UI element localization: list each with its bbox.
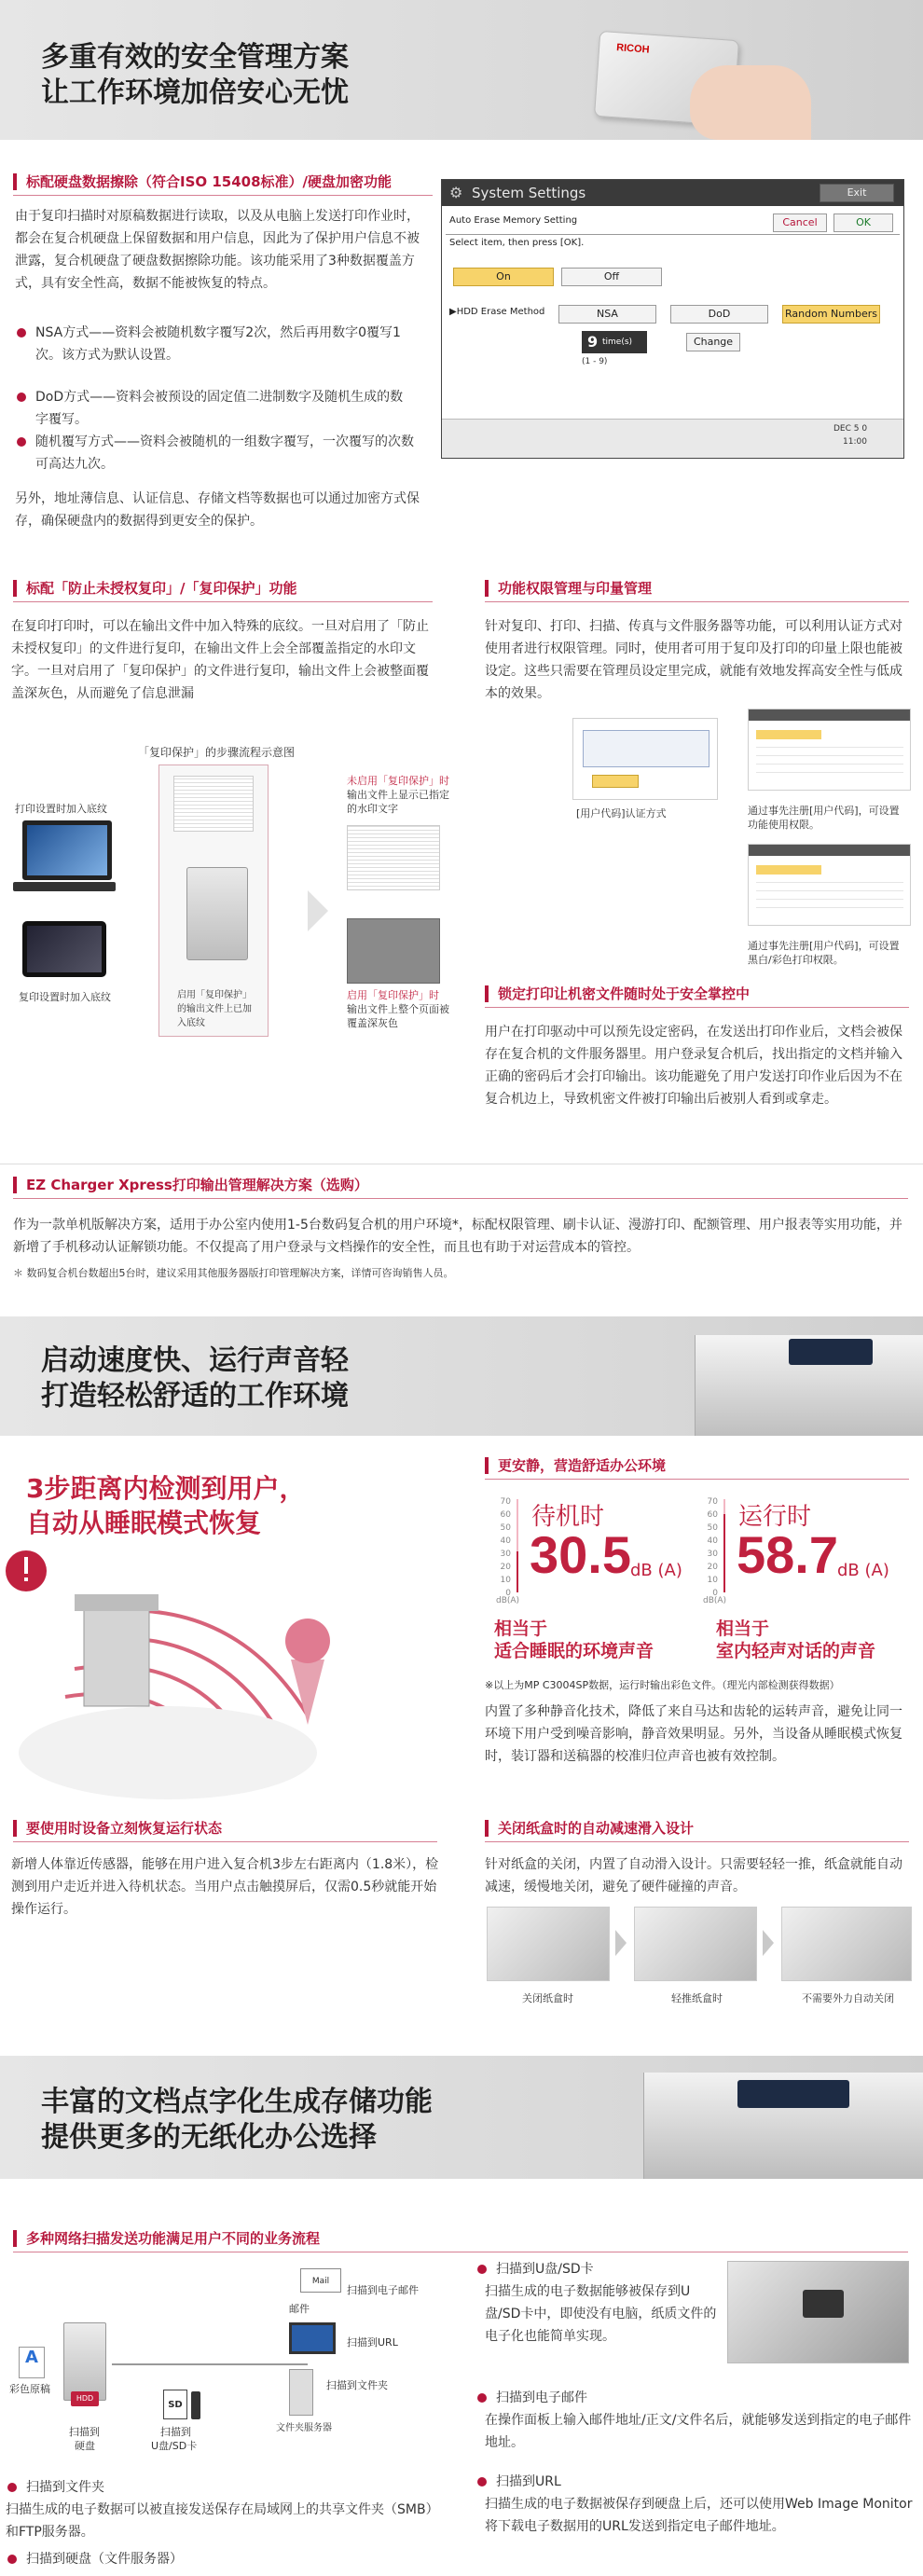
ez-section-rule [13, 1198, 908, 1199]
banner-digitize-line2: 提供更多的无纸化办公选择 [41, 2121, 377, 2154]
tray-photo-1 [487, 1907, 610, 1981]
cancel-button[interactable]: Cancel [773, 214, 827, 232]
settings-titlebar [442, 180, 903, 206]
banner-security-line2: 让工作环境加倍安心无忧 [41, 76, 349, 109]
times-box[interactable] [582, 331, 647, 353]
diag-to-folder: 扫描到文件夹 [326, 2379, 388, 2391]
diag-fileserver: 文件夹服务器 [276, 2423, 332, 2433]
compare2-b: 室内轻声对话的声音 [716, 1641, 876, 1661]
tray-caption-3: 不需要外力自动关闭 [802, 1992, 894, 2004]
sensor-headline-1: 3步距离内检测到用户， [26, 1473, 306, 1504]
settings-title: System Settings [472, 185, 586, 201]
diag-mail-cap: 邮件 [289, 2303, 310, 2315]
color-original-icon: A [19, 2347, 45, 2378]
compare1-a: 相当于 [494, 1619, 548, 1639]
sensor-section-rule [13, 1841, 437, 1842]
lockprint-text: 用户在打印驱动中可以预先设定密码，在发送出打印作业后，文档会被保存在复合机的文件服务器里。用户登录复合机后，找出指定的文档并输入正确的密码后才会打印输出。该功能避免了用户发送打印作业后因为不在复合机边上，导致机密文件被打印输出后被别人看到或拿走。 [485, 1025, 902, 1107]
settings-hint: Select item, then press [OK]. [449, 238, 585, 248]
ez-section-title: EZ Charger Xpress打印输出管理解决方案（选购） [13, 1177, 368, 1193]
diag-mfp [63, 2322, 106, 2401]
standby-axis-unit: dB(A) [496, 1596, 520, 1605]
scan-folder-text: 扫描生成的电子数据可以被直接发送保存在局域网上的共享文件夹（SMB）和FTP服务器。 [6, 2502, 439, 2540]
scan-section-title: 多种网络扫描发送功能满足用户不同的业务流程 [13, 2230, 320, 2247]
auth-section-rule [485, 601, 909, 602]
diag-original: 彩色原稿 [9, 2383, 50, 2395]
pc-keyboard-image [13, 882, 116, 891]
standby-value: 30.5 [530, 1525, 631, 1584]
system-settings-screen [441, 179, 904, 459]
mfp-banner-image [695, 1335, 923, 1436]
banner-digitize-line1: 丰富的文档点字化生成存储功能 [41, 2086, 433, 2118]
tray-caption-2: 轻推纸盒时 [671, 1992, 723, 2004]
scan-url-title: 扫描到URL [475, 2471, 904, 2493]
cap-user-code: [用户代码]认证方式 [576, 807, 667, 820]
banner-security-line1: 多重有效的安全管理方案 [41, 41, 349, 74]
cap-enabled-sub: 输出文件上整个页面被覆盖深灰色 [347, 1003, 449, 1029]
diag-hdd-badge: HDD [71, 2391, 99, 2406]
sensor-illustration [0, 1538, 457, 1818]
mfp-banner-image-2 [643, 2073, 923, 2179]
status-date: DEC 5 0 [833, 424, 868, 434]
times-value: 9 [587, 333, 599, 351]
exit-button[interactable]: Exit [820, 184, 894, 202]
user-code-screen [572, 718, 718, 800]
erase-bullet-dod: DoD方式——资料会被预设的固定值二进制数字及随机生成的数字覆写。 [15, 386, 416, 431]
scan-folder-title: 扫描到文件夹 [6, 2476, 434, 2499]
diag-mail-envelope: Mail [300, 2268, 341, 2293]
running-label: 运行时 [738, 1503, 812, 1531]
scan-mail-title: 扫描到电子邮件 [475, 2387, 904, 2409]
cap-color-permission: 通过事先注册[用户代码]，可设置黑白/彩色打印权限。 [748, 940, 900, 966]
lockprint-section-title: 锁定打印让机密文件随时处于安全掌控中 [485, 985, 750, 1002]
cap-copy-setting: 复印设置时加入底纹 [19, 991, 111, 1003]
banner-quiet-line2: 打造轻松舒适的工作环境 [41, 1380, 349, 1412]
dod-option[interactable]: DoD [670, 305, 768, 324]
diag-network-line [112, 2363, 308, 2365]
lockprint-section-rule [485, 1007, 909, 1008]
change-button[interactable]: Change [686, 333, 740, 351]
settings-row-label: Auto Erase Memory Setting [449, 215, 578, 226]
scan-usb-text: 扫描生成的电子数据能够被保存到U盘/SD卡中，即使没有电脑，纸质文件的电子化也能简单实现。 [485, 2284, 717, 2344]
cap-mfp-output: 启用「复印保护」的输出文件上已加入底纹 [177, 990, 252, 1028]
watermark-output-image [347, 825, 440, 890]
cap-unenabled-sub: 输出文件上显示已指定的水印文字 [347, 789, 449, 815]
mfp-image [186, 867, 248, 960]
diag-sd-icon: SD [163, 2390, 187, 2419]
tray-section-rule [485, 1841, 909, 1842]
erase-method-label: ▶HDD Erase Method [449, 307, 545, 317]
quiet-note: ※以上为MP C3004SP数据，运行时输出彩色文件。（理光内部检测获得数据） [485, 1679, 840, 1691]
hand-image [690, 65, 811, 140]
nsa-option[interactable]: NSA [558, 305, 656, 324]
flow-arrow [308, 890, 328, 931]
standby-gauge [485, 1490, 690, 1611]
diag-to-hdd-1: 扫描到 [69, 2426, 100, 2438]
running-value: 58.7 [737, 1525, 838, 1584]
diag-to-mail: 扫描到电子邮件 [347, 2284, 419, 2296]
ok-button[interactable]: OK [833, 214, 893, 232]
usb-sd-photo [727, 2261, 909, 2363]
id-card-image: RICOH [594, 31, 739, 126]
compare2-a: 相当于 [716, 1619, 770, 1639]
standby-level-fill [517, 1551, 518, 1592]
running-axis-unit: dB(A) [703, 1596, 727, 1605]
standby-unit: dB (A) [630, 1561, 682, 1580]
scan-hdd-title: 扫描到硬盘（文件服务器） [6, 2548, 434, 2570]
gray-output-image [347, 918, 440, 984]
diag-server [289, 2369, 313, 2416]
cap-print-setting: 打印设置时加入底纹 [15, 803, 107, 815]
color-permission-screen [748, 844, 911, 926]
erase-bullet-nsa: NSA方式——资料会被随机数字覆写2次，然后再用数字0覆写1次。该方式为默认设置。 [15, 322, 416, 366]
scan-diagram [9, 2261, 457, 2471]
running-ticks: 70 60 50 40 30 20 10 0 [707, 1497, 718, 1598]
banner-quiet-line1: 启动速度快、运行声音轻 [41, 1344, 349, 1377]
quiet-section-rule [485, 1479, 909, 1480]
off-toggle[interactable]: Off [561, 268, 662, 286]
times-unit: time(s) [602, 337, 633, 347]
banner-security [0, 0, 923, 140]
copyprotect-text: 在复印打印时，可以在输出文件中加入特殊的底纹。一旦对启用了「防止未授权复印」的文件进行复印，在输出文件上会全部覆盖指定的水印文字。一旦对启用了「复印保护」的文件进行复印，输出文件上会被整面覆盖深灰色，从而避免了信息泄漏 [11, 619, 429, 701]
cap-enabled: 启用「复印保护」时 [347, 989, 439, 1001]
ez-note: ＊ 数码复合机台数超出5台时，建议采用其他服务器版打印管理解决方案，详情可咨询销售人员。 [13, 1267, 454, 1279]
compare1-b: 适合睡眠的环境声音 [494, 1641, 654, 1661]
running-level-fill [723, 1514, 725, 1592]
gear-icon: ⚙ [449, 184, 463, 201]
erase-bullet-random: 随机覆写方式——资料会被随机的一组数字覆写，一次覆写的次数可高达九次。 [15, 431, 416, 475]
diag-to-sd-1: 扫描到 [160, 2426, 191, 2438]
scan-mail-text: 在操作面板上输入邮件地址/正文/文件名后，就能够发送到指定的电子邮件地址。 [485, 2413, 912, 2450]
banner-digitize [0, 2056, 923, 2179]
quiet-section-title: 更安静，营造舒适办公环境 [485, 1457, 666, 1474]
auth-text: 针对复印、打印、扫描、传真与文件服务器等功能，可以利用认证方式对使用者进行权限管理。同时，使用者可用于复印及打印的印量上限也能被设定。这些只需要在管理员设定里完成，就能有效地发挥高安全性与低成本的效果。 [485, 619, 902, 701]
tray-text: 针对纸盒的关闭，内置了自动滑入设计。只需要轻轻一推，纸盒就能自动减速，缓慢地关闭，避免了硬件碰撞的声音。 [485, 1857, 902, 1894]
copyprotect-diagram-title: 「复印保护」的步骤流程示意图 [138, 746, 296, 759]
times-range: (1 - 9) [582, 357, 608, 366]
pc-monitor-image [22, 820, 112, 880]
running-gauge [701, 1490, 911, 1611]
standby-ticks: 70 60 50 40 30 20 10 0 [500, 1497, 511, 1598]
running-unit: dB (A) [837, 1561, 889, 1580]
status-time: 11:00 [843, 437, 867, 447]
tray-section-title: 关闭纸盒时的自动减速滑入设计 [485, 1820, 694, 1837]
random-numbers-option[interactable]: Random Numbers [782, 305, 880, 324]
tray-arrow-1 [615, 1930, 627, 1956]
tray-photo-2 [634, 1907, 757, 1981]
tray-arrow-2 [763, 1930, 774, 1956]
tray-caption-1: 关闭纸盒时 [522, 1992, 573, 2004]
diag-url-monitor [289, 2322, 336, 2354]
sensor-section-title: 要使用时设备立刻恢复运行状态 [13, 1820, 222, 1837]
diag-usb-icon [191, 2391, 200, 2419]
on-toggle[interactable]: On [453, 268, 554, 286]
cap-permission: 通过事先注册[用户代码]，可设置功能使用权限。 [748, 805, 900, 831]
erase-intro: 由于复印扫描时对原稿数据进行读取，以及从电脑上发送打印作业时，都会在复合机硬盘上保留数据和用户信息，因此为了保护用户信息不被泄露，复合机硬盘了硬盘数据擦除功能。该功能采用了3种数据覆盖方式，具有安全性高，数据不能被恢复的特点。 [15, 209, 420, 291]
sensor-text: 新增人体靠近传感器，能够在用户进入复合机3步左右距离内（1.8米），检测到用户走近并进入待机状态。当用户点击触摸屏后，仅需0.5秒就能开始操作运行。 [11, 1857, 439, 1917]
permission-screen [748, 709, 911, 791]
cap-unenabled: 未启用「复印保护」时 [347, 775, 449, 787]
erase-section-rule [13, 195, 433, 196]
document-sample-image [173, 776, 254, 832]
copyprotect-section-title: 标配「防止未授权复印」/「复印保护」功能 [13, 580, 296, 597]
scan-url-text: 扫描生成的电子数据被保存到硬盘上后，还可以使用Web Image Monitor将下载电子数据用的URL发送到指定电子邮件地址。 [485, 2497, 913, 2534]
panel-tablet-image [22, 921, 106, 977]
standby-label: 待机时 [531, 1503, 605, 1531]
copyprotect-section-rule [13, 601, 433, 602]
sensor-headline-2: 自动从睡眠模式恢复 [26, 1508, 262, 1538]
quiet-text: 内置了多种静音化技术，降低了来自马达和齿轮的运转声音，避免让同一环境下用户受到噪音影响，静音效果明显。另外，当设备从睡眠模式恢复时，装订器和送稿器的校准归位声音也被有效控制。 [485, 1704, 902, 1764]
diag-to-sd-2: U盘/SD卡 [151, 2440, 198, 2452]
diag-to-url: 扫描到URL [347, 2336, 398, 2349]
scan-usb-title: 扫描到U盘/SD卡 [475, 2258, 718, 2280]
auth-section-title: 功能权限管理与印量管理 [485, 580, 652, 597]
tray-photo-3 [781, 1907, 912, 1981]
ez-text: 作为一款单机版解决方案，适用于办公室内使用1-5台数码复合机的用户环境*，标配权限管理、刷卡认证、漫游打印、配额管理、用户报表等实用功能，并新增了手机移动认证解锁功能。不仅提高了用户登录与文档操作的安全性，而且也有助于对运营成本的管控。 [13, 1218, 902, 1255]
diag-to-hdd-2: 硬盘 [75, 2440, 95, 2452]
erase-outro: 另外，地址薄信息、认证信息、存储文档等数据也可以通过加密方式保存，确保硬盘内的数据得到更安全的保护。 [15, 491, 420, 529]
erase-section-title: 标配硬盘数据擦除（符合ISO 15408标准）/硬盘加密功能 [13, 173, 392, 190]
banner-quiet [0, 1316, 923, 1436]
